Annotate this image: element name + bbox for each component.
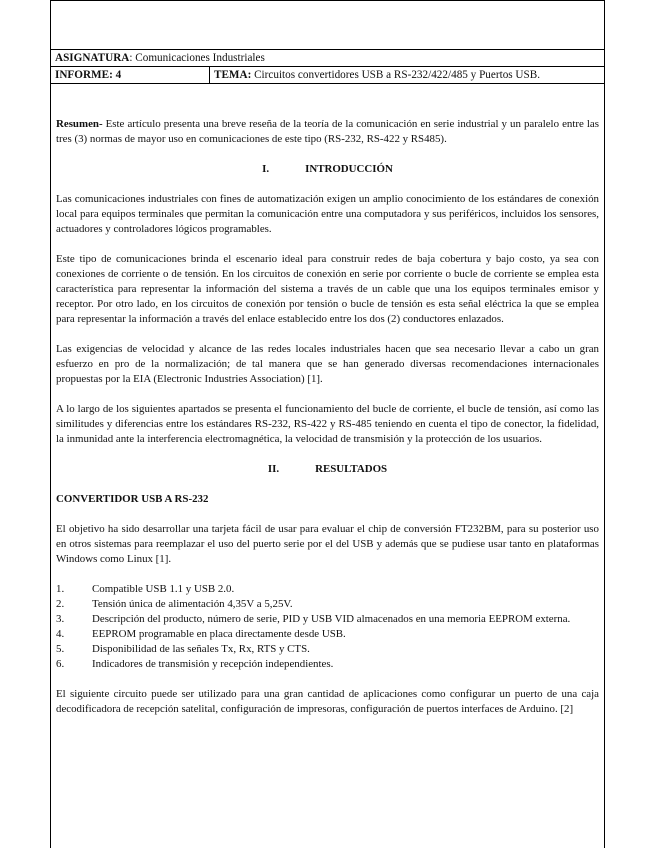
- list-item-text: Indicadores de transmisión y recepción independientes.: [92, 658, 334, 670]
- results-paragraph-2: El siguiente circuito puede ser utilizado para una gran cantidad de aplicaciones como configurar un puerto de una caja decodificadora de recepción satelital, configuración de impresoras, configuración de puertos interfaces de Arduino. [2]: [56, 688, 599, 715]
- list-item: [56, 642, 599, 657]
- features-list: [56, 582, 599, 672]
- list-item-number: 4.: [56, 628, 65, 640]
- section-results-number: II.: [267, 463, 280, 475]
- abstract-text: Este artículo presenta una breve reseña de la teoría de la comunicación en serie industrial y un paralelo entre las tres (3) normas de mayor uso en comunicaciones de este tipo (RS-232, RS-422 y RS485).: [56, 118, 599, 145]
- section-intro-number: I.: [262, 163, 270, 175]
- list-item: [56, 612, 599, 627]
- informe-label: INFORME: 4: [55, 69, 122, 81]
- list-item-text: Disponibilidad de las señales Tx, Rx, RTS y CTS.: [92, 643, 310, 655]
- list-item: [56, 627, 599, 642]
- asignatura-cell: [51, 50, 604, 66]
- asignatura-label: ASIGNATURA: [55, 52, 130, 64]
- list-item-number: 3.: [56, 613, 65, 625]
- list-item: [56, 657, 599, 672]
- section-results-title: [56, 462, 599, 477]
- asignatura-row: [51, 50, 604, 67]
- abstract-label: Resumen-: [56, 118, 103, 130]
- tema-cell: [210, 67, 604, 83]
- list-item-number: 1.: [56, 583, 65, 595]
- header-blank-area: [51, 1, 604, 50]
- list-item-number: 5.: [56, 643, 65, 655]
- list-item: [56, 582, 599, 597]
- tema-label: TEMA:: [214, 69, 252, 81]
- section-results-heading: RESULTADOS: [315, 463, 388, 475]
- asignatura-value: : Comunicaciones Industriales: [129, 52, 265, 64]
- list-item-text: EEPROM programable en placa directamente desde USB.: [92, 628, 346, 640]
- intro-paragraph-4: A lo largo de los siguientes apartados se presenta el funcionamiento del bucle de corriente, el bucle de tensión, así como las similitudes y diferencias entre los estándares RS-232, RS-422 y RS-485 teniendo en cuenta el tipo de conector, la fidelidad, la inmunidad ante la interferencia electromagnética, la velocidad de transmisión y la protección de los usuarios.: [56, 403, 599, 445]
- report-body: [51, 117, 604, 717]
- intro-paragraph-1: Las comunicaciones industriales con fines de automatización exigen un amplio conocimiento de los estándares de conexión local para equipos terminales que permitan la comunicación entre una computadora y sus periféricos, incluidos los sensores, actuadores y controladores lógicos programables.: [56, 193, 599, 235]
- informe-cell: [51, 67, 210, 83]
- list-item-text: Compatible USB 1.1 y USB 2.0.: [92, 583, 235, 595]
- section-intro-title: [56, 162, 599, 177]
- tema-value: Circuitos convertidores USB a RS-232/422/485 y Puertos USB.: [251, 69, 540, 81]
- results-subheading: CONVERTIDOR USB A RS-232: [56, 493, 209, 505]
- intro-paragraph-3: Las exigencias de velocidad y alcance de las redes locales industriales hacen que sea necesario llevar a cabo un gran esfuerzo en pro de la normalización; de tal manera que se han generado diversas recomendaciones internacionales propuestas por la EIA (Electronic Industries Association) [1].: [56, 343, 599, 385]
- report-frame: [50, 0, 605, 848]
- list-item-text: Tensión única de alimentación 4,35V a 5,25V.: [92, 598, 293, 610]
- results-paragraph-1: El objetivo ha sido desarrollar una tarjeta fácil de usar para evaluar el chip de conversión FT232BM, para su posterior uso en otros sistemas para reemplazar el uso del puerto serie por el del USB y además que se pudiese usar tanto en plataformas Windows como Linux [1].: [56, 523, 599, 565]
- list-item-text: Descripción del producto, número de serie, PID y USB VID almacenados en una memoria EEPROM externa.: [92, 613, 571, 625]
- list-item-number: 2.: [56, 598, 65, 610]
- list-item-number: 6.: [56, 658, 65, 670]
- intro-paragraph-2: Este tipo de comunicaciones brinda el escenario ideal para construir redes de baja cobertura y bajo costo, ya sea con conexiones de corriente o de tensión. En los circuitos de conexión en serie por corriente o bucle de corriente se emplea esta característica para representar la información del sistema a través de un cable que una los equipos terminales emisor y receptor. Por otro lado, en los circuitos de conexión por tensión o bucle de tensión es esta señal eléctrica la que se emplea para representar la información a través del enlace establecido entre los dos (2) conductores enlazados.: [56, 253, 599, 325]
- list-item: [56, 597, 599, 612]
- section-intro-heading: INTRODUCCIÓN: [305, 163, 393, 175]
- abstract: [56, 117, 599, 147]
- informe-tema-row: [51, 67, 604, 84]
